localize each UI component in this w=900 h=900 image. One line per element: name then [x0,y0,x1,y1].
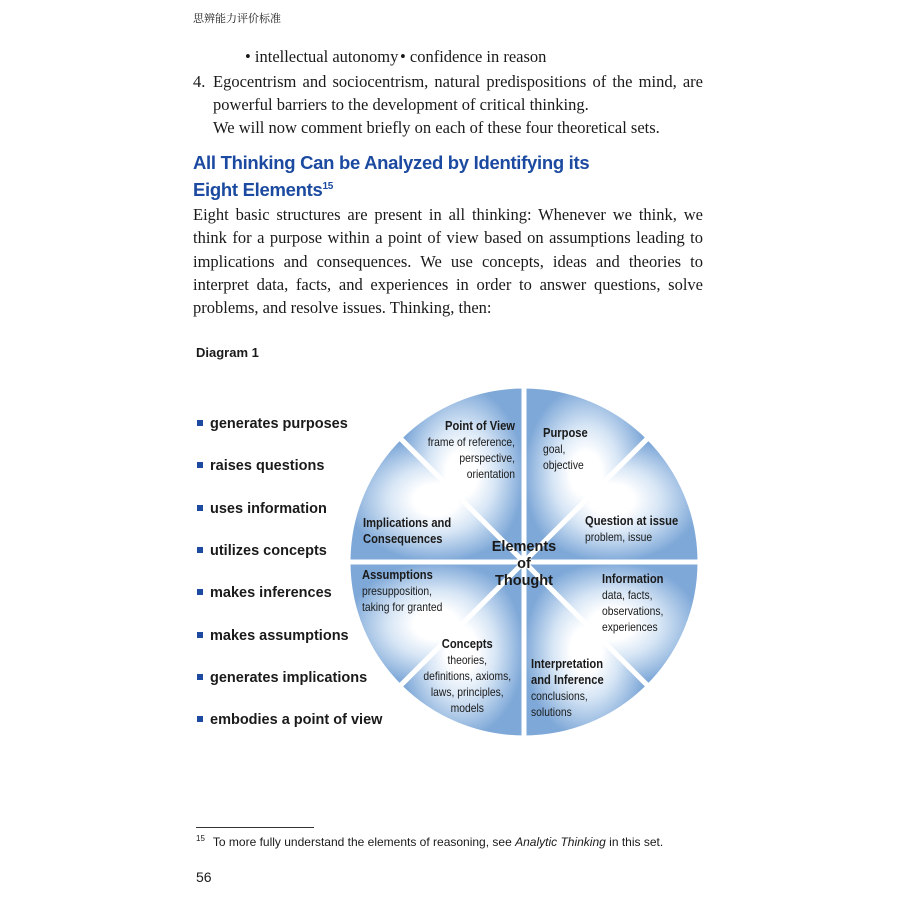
element-title: and Inference [531,672,604,687]
element-description: perspective, [459,451,515,465]
footnote [196,834,663,849]
section-title-line1: All Thinking Can be Analyzed by Identifying its [193,152,590,173]
item4-line1: Egocentrism and sociocentrism, natural predispositions of the mind, are [213,72,703,91]
diagram-label: Diagram 1 [196,345,259,360]
element-description: taking for granted [362,600,443,614]
thinking-list-item [197,670,367,686]
element-title: Information [602,571,664,586]
element-description: definitions, axioms, [423,669,512,683]
thinking-list-item [197,628,349,644]
bullet-intellectual-autonomy: • intellectual autonomy [245,47,399,66]
element-title: Assumptions [362,567,433,582]
section-paragraph: Eight basic structures are present in all thinking: Whenever we think, we think for a purpose within a point of view based on assumptions leading to implications and consequences. We use concepts, ideas and theories to interpret data, facts, and experiences in order to answer questions, solve problems, and resolve issues. Thinking, then: [193,205,703,318]
running-header: 思辨能力评价标准 [193,12,281,25]
element-information [602,571,663,635]
item4-line2: powerful barriers to the development of critical thinking. [213,95,589,114]
thinking-list-item [197,501,327,517]
square-bullet-icon [197,505,203,511]
footnote-number: 15 [196,834,205,843]
element-description: solutions [531,705,572,719]
square-bullet-icon [197,632,203,638]
element-description: presupposition, [362,584,432,598]
thinking-list-text: embodies a point of view [210,712,383,729]
element-interpretation [531,656,604,720]
page-number: 56 [196,869,212,885]
footnote-text-end: in this set. [605,835,664,849]
list-number: 4. [193,72,206,91]
square-bullet-icon [197,547,203,553]
element-question-at-issue [585,513,678,545]
thinking-list-text: makes inferences [210,585,332,602]
footnote-rule [196,827,314,828]
element-title: Implications and [363,515,452,530]
element-assumptions [362,567,442,615]
element-description: orientation [466,467,515,481]
center-line3: Thought [495,573,553,589]
element-description: data, facts, [602,588,653,602]
element-point-of-view [416,418,515,482]
thinking-list-text: makes assumptions [210,627,349,644]
footnote-reference[interactable]: 15 [322,181,333,192]
element-description: laws, principles, [430,685,504,699]
element-description: frame of reference, [427,435,515,449]
footnote-book-title: Analytic Thinking [515,835,606,849]
element-concepts [417,636,518,716]
element-description: observations, [602,604,664,618]
element-description: problem, issue [585,530,653,544]
thinking-list-text: generates purposes [210,416,348,432]
element-title: Consequences [363,531,443,546]
element-description: theories, [447,653,488,667]
element-title: Point of View [445,418,515,433]
square-bullet-icon [197,420,203,426]
square-bullet-icon [197,462,203,468]
element-title: Purpose [543,425,588,440]
section-title [193,151,589,202]
element-implications-and [363,515,451,547]
footnote-text: To more fully understand the elements of reasoning, see [212,835,516,849]
wheel-center-label [474,539,574,590]
thinking-list-text: uses information [210,500,327,517]
element-description: objective [543,458,584,472]
section-title-line2: Eight Elements [193,179,323,201]
item4-line3: We will now comment briefly on each of these four theoretical sets. [213,118,660,137]
thinking-list-item [197,416,348,432]
thinking-list-item [197,543,327,559]
element-description: models [450,701,484,715]
thinking-list-item [197,585,332,601]
element-description: experiences [602,620,658,634]
element-description: conclusions, [531,689,588,703]
thinking-list-text: utilizes concepts [210,542,327,559]
center-line1: Elements [491,539,557,555]
square-bullet-icon [197,716,203,722]
element-title: Concepts [441,636,493,651]
center-line2: of [517,556,531,572]
thinking-list-text: raises questions [210,458,325,475]
element-description: goal, [543,442,566,456]
element-title: Question at issue [585,513,679,528]
element-title: Interpretation [531,656,604,671]
bullet-confidence-in-reason: • confidence in reason [400,47,547,66]
square-bullet-icon [197,674,203,680]
element-purpose [543,425,588,473]
thinking-list-text: generates implications [210,669,368,686]
square-bullet-icon [197,589,203,595]
thinking-list-item [197,458,324,474]
